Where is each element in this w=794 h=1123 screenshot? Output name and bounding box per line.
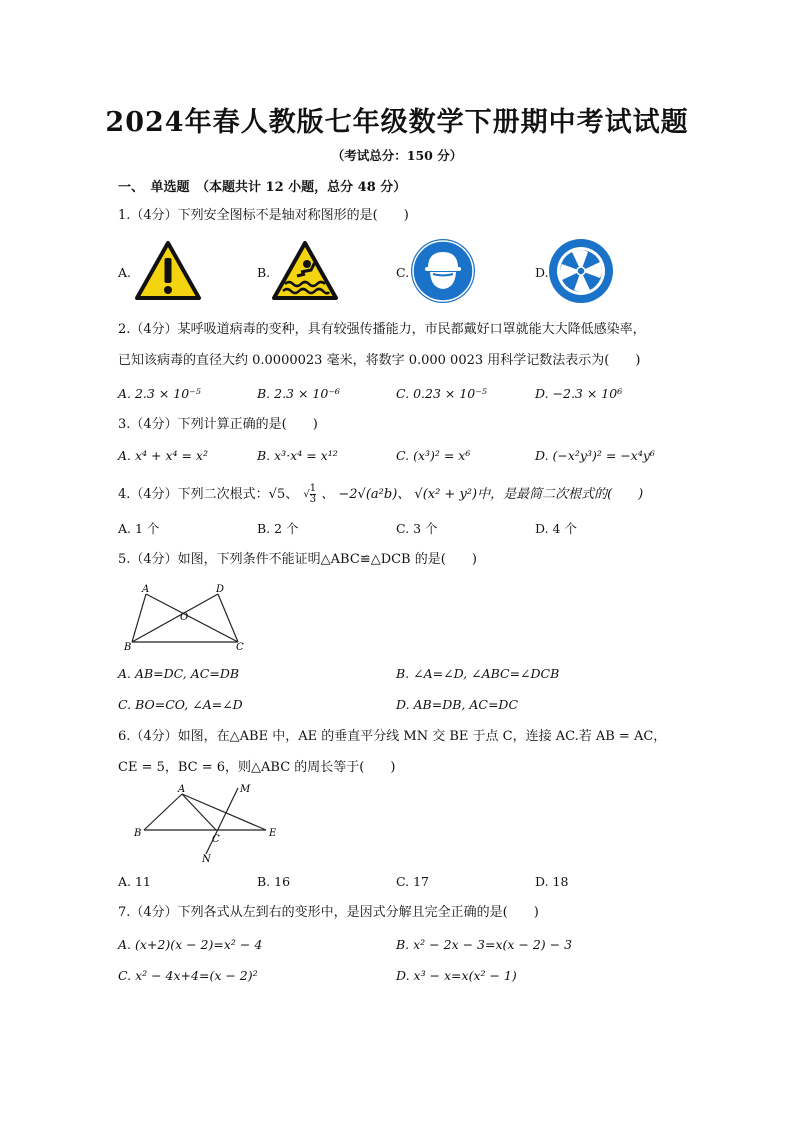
page-title: 2024年春人教版七年级数学下册期中考试试题 — [105, 107, 689, 138]
q6-label-e: E — [269, 828, 277, 839]
q1-option-a-label: A. — [118, 265, 132, 280]
q5-option-a: A. AB=DC, AC=DB — [118, 666, 240, 681]
q5-label-b: B — [124, 642, 132, 652]
q2-option-c: C. 0.23 × 10⁻⁵ — [396, 386, 487, 401]
q6-label-b: B — [134, 828, 142, 839]
q5-option-b: B. ∠A=∠D, ∠ABC=∠DCB — [396, 666, 560, 681]
q2-option-b: B. 2.3 × 10⁻⁶ — [257, 386, 340, 401]
q4-stem-part1: 4.（4分）下列二次根式：√5、 — [118, 487, 299, 502]
q7-option-a: A. (x+2)(x − 2)=x² − 4 — [118, 937, 263, 952]
q4-stem-part2: 、 −2√(a²b)、 √(x² + y²)中，是最简二次根式的( ) — [321, 487, 644, 502]
q2-option-d: D. −2.3 × 10⁶ — [535, 386, 623, 401]
hard-hat-icon — [410, 238, 476, 304]
q6-option-a: A. 11 — [118, 874, 151, 889]
q5-figure-diagram — [118, 582, 250, 652]
total-score: （考试总分：150 分） — [331, 148, 463, 163]
q3-option-d: D. (−x²y³)² = −x⁴y⁶ — [535, 448, 655, 463]
warning-exclamation-icon — [134, 240, 202, 302]
question-1-stem: 1.（4分）下列安全图标不是轴对称图形的是( ) — [118, 208, 409, 223]
q4-option-a: A. 1 个 — [118, 521, 160, 536]
q6-option-c: C. 17 — [396, 874, 429, 889]
q6-label-c: C — [212, 834, 220, 845]
section-heading: 一、 单选题 （本题共计 12 小题，总分 48 分） — [118, 180, 407, 195]
q1-option-b-label: B. — [257, 265, 271, 280]
q5-label-d: D — [216, 584, 225, 595]
q1-option-c-label: C. — [396, 265, 410, 280]
sqrt-one-third: √ $\frac{1}{3}$ — [303, 483, 317, 505]
question-6-stem-line1: 6.（4分）如图，在△ABE 中，AE 的垂直平分线 MN 交 BE 于点 C，连接 AC.若 AB = AC， — [118, 729, 667, 744]
question-4-stem — [118, 484, 643, 505]
q3-option-c: C. (x³)² = x⁶ — [396, 448, 471, 463]
question-2-stem-line1: 2.（4分）某呼吸道病毒的变种，具有较强传播能力，市民都戴好口罩就能大大降低感染率， — [118, 322, 646, 337]
q5-label-o: O — [180, 612, 189, 623]
q6-option-d: D. 18 — [535, 874, 569, 889]
q4-option-d: D. 4 个 — [535, 521, 577, 536]
q7-option-c: C. x² − 4x+4=(x − 2)² — [118, 968, 258, 983]
question-3-stem: 3.（4分）下列计算正确的是( ) — [118, 417, 318, 432]
q3-option-a: A. x⁴ + x⁴ = x² — [118, 448, 208, 463]
q4-option-b: B. 2 个 — [257, 521, 299, 536]
q7-option-b: B. x² − 2x − 3=x(x − 2) − 3 — [396, 937, 573, 952]
q6-label-m: M — [240, 784, 251, 795]
q1-option-d-label: D. — [535, 265, 549, 280]
q5-label-c: C — [236, 642, 244, 652]
q6-figure-diagram — [132, 782, 282, 864]
q5-option-d: D. AB=DB, AC=DC — [396, 697, 519, 712]
q5-label-a: A — [142, 584, 150, 595]
q6-label-a: A — [178, 784, 186, 795]
ventilation-fan-icon — [548, 238, 614, 304]
q2-option-a: A. 2.3 × 10⁻⁵ — [118, 386, 201, 401]
drowning-warning-icon — [271, 240, 339, 302]
question-7-stem: 7.（4分）下列各式从左到右的变形中，是因式分解且完全正确的是( ) — [118, 905, 539, 920]
q4-option-c: C. 3 个 — [396, 521, 438, 536]
question-6-stem-line2: CE = 5，BC = 6，则△ABC 的周长等于( ) — [118, 760, 396, 775]
q7-option-d: D. x³ − x=x(x² − 1) — [396, 968, 517, 983]
q6-option-b: B. 16 — [257, 874, 291, 889]
question-5-stem: 5.（4分）如图，下列条件不能证明△ABC≌△DCB 的是( ) — [118, 552, 477, 567]
q3-option-b: B. x³·x⁴ = x¹² — [257, 448, 338, 463]
q6-label-n: N — [202, 854, 211, 864]
question-2-stem-line2: 已知该病毒的直径大约 0.0000023 毫米，将数字 0.000 0023 用科学记数法表示为( ) — [118, 353, 641, 368]
q5-option-c: C. BO=CO, ∠A=∠D — [118, 697, 243, 712]
